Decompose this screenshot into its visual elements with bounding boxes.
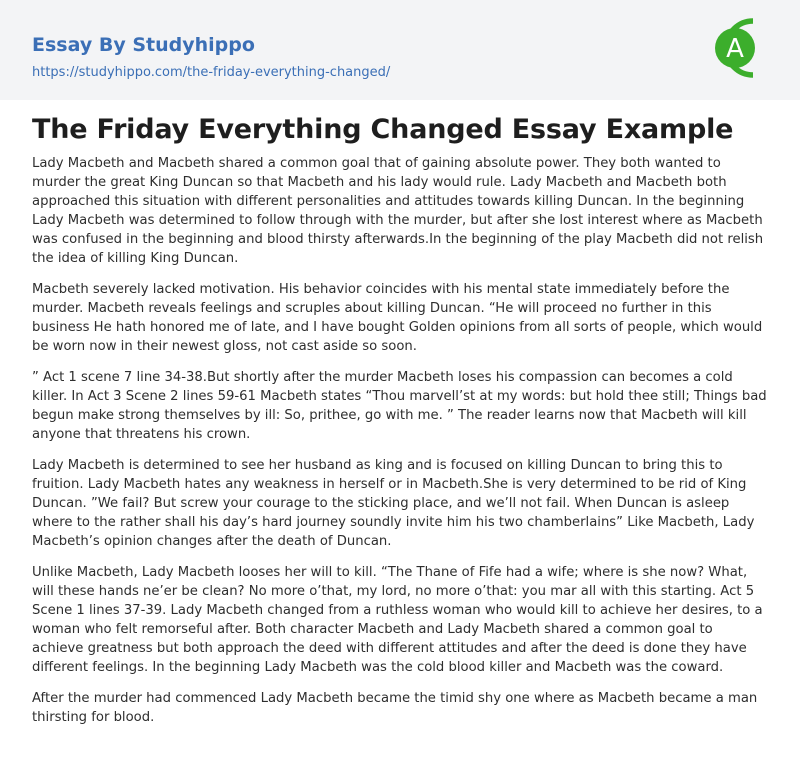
article-paragraph-5: Unlike Macbeth, Lady Macbeth looses her will to kill. “The Thane of Fife had a wife; where is she now? What, will these hands ne’er be clean? No more o’that, my lord, no more o’that: you mar all with this starting. Act 5 Scene 1 lines 37-39. Lady Macbeth changed from a ruthless woman who would kill to achieve her desires, to a woman who felt remorseful after. Both character Macbeth and Lady Macbeth shared a common goal to achieve greatness but both approach the deed with different attitudes and after the deed is done they have different feelings. In the beginning Lady Macbeth was the cold blood killer and Macbeth was the coward. bbox=[32, 565, 763, 675]
article-paragraph-6: After the murder had commenced Lady Macbeth became the timid shy one where as Macbeth became a man thirsting for blood. bbox=[32, 691, 758, 725]
site-header bbox=[0, 0, 800, 100]
article bbox=[0, 100, 800, 727]
article-paragraph-3: ” Act 1 scene 7 line 34-38.But shortly after the murder Macbeth loses his compassion can becomes a cold killer. In Act 3 Scene 2 lines 59-61 Macbeth states “Thou marvell’st at my words: but hold thee still; Things bad begun make strong themselves by ill: So, prithee, go with me. ” The reader learns now that Macbeth will kill anyone that threatens his crown. bbox=[32, 370, 767, 442]
logo-letter: A bbox=[726, 34, 744, 64]
page-title: The Friday Everything Changed Essay Example bbox=[32, 114, 734, 145]
studyhippo-logo-icon[interactable] bbox=[713, 15, 769, 81]
source-url-link[interactable]: https://studyhippo.com/the-friday-everything-changed/ bbox=[32, 65, 391, 80]
article-paragraph-4: Lady Macbeth is determined to see her husband as king and is focused on killing Duncan to bring this to fruition. Lady Macbeth hates any weakness in herself or in Macbeth.She is very determined to be rid of King Duncan. ”We fail? But screw your courage to the sticking place, and we’ll not fail. When Duncan is asleep where to the rather shall his day’s hard journey soundly invite him his two chamberlains” Like Macbeth, Lady Macbeth’s opinion changes after the death of Duncan. bbox=[32, 458, 755, 549]
article-paragraph-2: Macbeth severely lacked motivation. His behavior coincides with his mental state immediately before the murder. Macbeth reveals feelings and scruples about killing Duncan. “He will proceed no further in this business He hath honored me of late, and I have bought Golden opinions from all sorts of people, which would be worn now in their newest gloss, not cast aside so soon. bbox=[32, 282, 763, 354]
article-paragraph-1: Lady Macbeth and Macbeth shared a common goal that of gaining absolute power. They both wanted to murder the great King Duncan so that Macbeth and his lady would rule. Lady Macbeth and Macbeth both approached this situation with different personalities and attitudes towards killing Duncan. In the beginning Lady Macbeth was determined to follow through with the murder, but after she lost interest where as Macbeth was confused in the beginning and blood thirsty afterwards.In the beginning of the play Macbeth did not relish the idea of killing King Duncan. bbox=[32, 156, 764, 266]
brand-title[interactable]: Essay By Studyhippo bbox=[32, 34, 255, 56]
